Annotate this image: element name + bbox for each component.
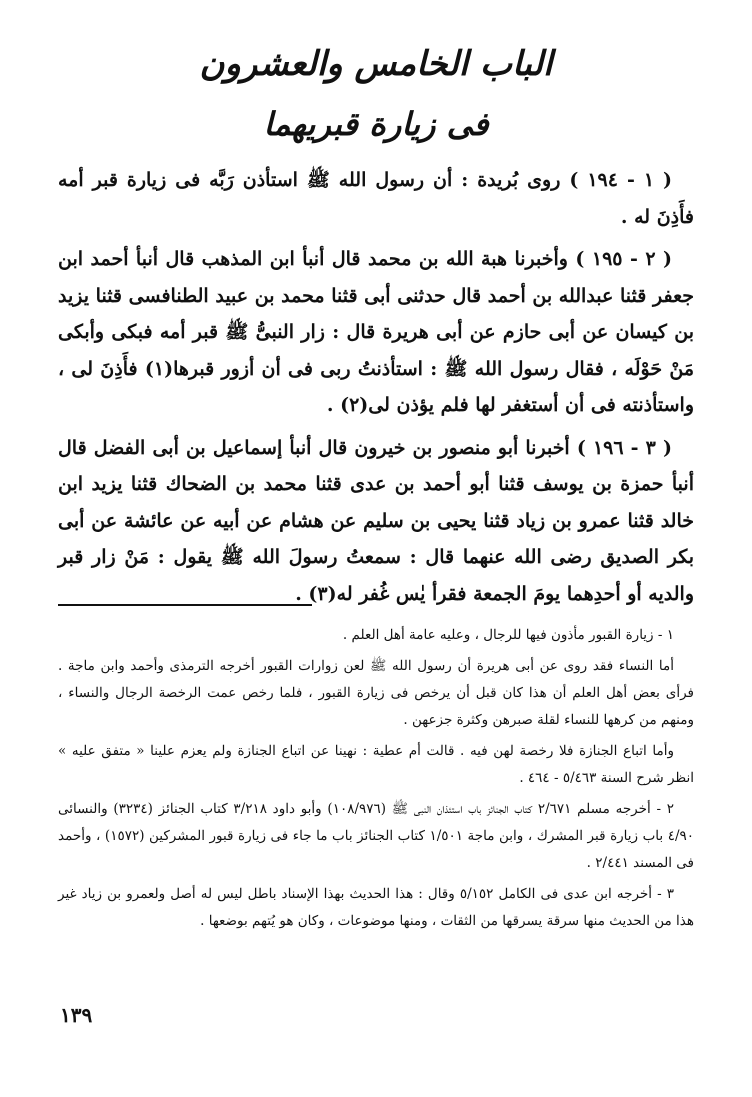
chapter-subtitle: فى زيارة قبريهما — [263, 105, 489, 143]
hadith-number: ( ٢ - ١٩٥ ) — [575, 248, 672, 270]
footnote: أما النساء فقد روى عن أبى هريرة أن رسول الله ﷺ لعن زوارات القبور أخرجه الترمذى وأحمد وابن ماجة . فرأى بعض أهل العلم أن هذا كان قبل أن يرخص فى زيارة القبور ، فلما رخص عمت الرخصة الرجال والنساء ، ومنهم من كرهها للنساء لقلة صبرهن وكثرة جزعهن . — [58, 658, 694, 728]
hadith-text: وأخبرنا هبة الله بن محمد قال أنبأ ابن المذهب قال أنبأ أحمد ابن جعفر قثنا عبدالله بن أحمد قال حدثنى أبى قثنا محمد بن عبيد الطنافسى قثنا يزيد بن كيسان عن أبى حازم عن أبى هريرة قال : زار النبىُّ ﷺ قبر أمه فبكى وأبكى مَنْ حَوْلَه ، فقال رسول الله ﷺ : استأذنتُ ربى فى أن أزور قبرها(١) فأَذِنَ لى ، واستأذنته فى أن أستغفر لها فلم يؤذن لى(٢) . — [58, 248, 694, 416]
footnotes — [58, 622, 694, 939]
hadith-number: ( ١ - ١٩٤ ) — [569, 169, 672, 191]
footnote: ٢ - أخرجه مسلم ٢/٦٧١ كتاب الجنائز باب استئذان النبى ﷺ (١٠٨/٩٧٦) وأبو داود ٣/٢١٨ كتاب الجنائز (٣٢٣٤) والنسائى ٤/٩٠ باب زيارة قبر المشرك ، وابن ماجة ١/٥٠١ كتاب الجنائز باب ما جاء فى زيارة قبور المشركين (١٥٧٢) ، وأحمد فى المسند ٢/٤٤١ . — [58, 801, 695, 871]
footnote: ٣ - أخرجه ابن عدى فى الكامل ٥/١٥٢ وقال : هذا الحديث بهذا الإسناد باطل ليس له أصل ولعمرو بن زياد غير هذا من الحديث منها سرقة يسرقها من الثقات ، ومنها موضوعات ، وكان هو يُتهم بوضعها . — [58, 886, 694, 929]
hadith-paragraph — [58, 241, 694, 424]
footnote-divider — [58, 604, 312, 606]
footnote: وأما اتباع الجنازة فلا رخصة لهن فيه . قالت أم عطية : نهينا عن اتباع الجنازة ولم يعزم علينا « متفق عليه » انظر شرح السنة ٥/٤٦٣ - ٤٦٤ . — [58, 743, 694, 786]
chapter-title: الباب الخامس والعشرون — [199, 44, 553, 84]
hadith-paragraph — [58, 162, 694, 235]
hadith-paragraph — [58, 430, 694, 613]
page-number: ١٣٩ — [60, 1003, 93, 1027]
hadith-text: روى بُريدة : أن رسول الله ﷺ استأذن رَبَّه فى زيارة قبر أمه فأَذِنَ له . — [58, 169, 694, 228]
main-text — [58, 162, 694, 618]
footnote: ١ - زيارة القبور مأذون فيها للرجال ، وعليه عامة أهل العلم . — [342, 627, 674, 643]
hadith-text: أخبرنا أبو منصور بن خيرون قال أنبأ إسماعيل بن أبى الفضل قال أنبأ حمزة بن يوسف قثنا أبو أحمد بن عدى قثنا محمد بن الضحاك قثنا يزيد ابن خالد قثنا عمرو بن زياد قثنا يحيى بن سليم عن هشام عن أبيه عن عائشة عن أبى بكر الصديق رضى الله عنهما قال : سمعتُ رسولَ الله ﷺ يقول : مَنْ زار قبر والديه أو أحدِهما يومَ الجمعة فقرأ يٰس غُفر له(٣) . — [58, 436, 694, 605]
hadith-number: ( ٣ - ١٩٦ ) — [576, 436, 672, 459]
